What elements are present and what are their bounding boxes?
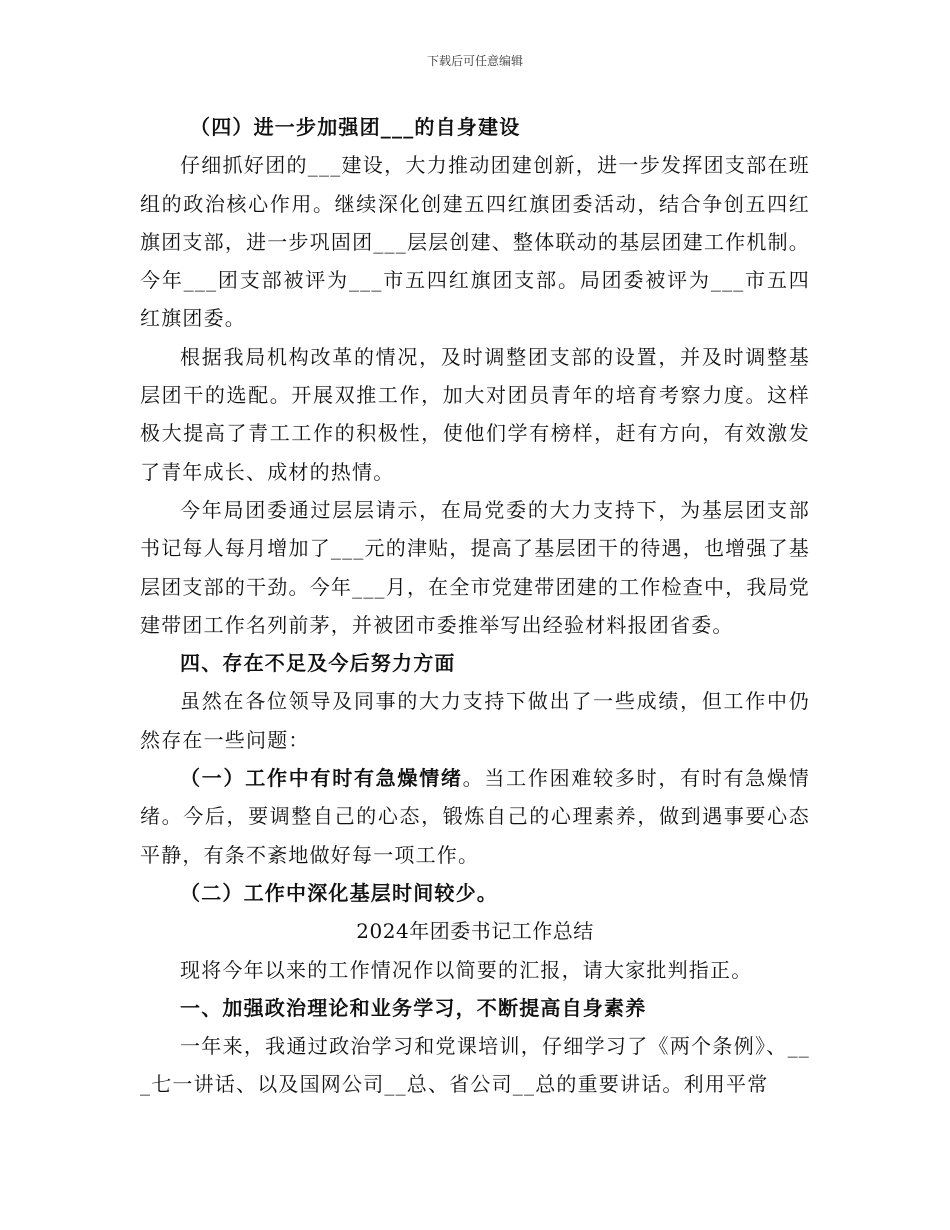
document-title: 2024年团委书记工作总结 <box>356 919 594 944</box>
problem-item-1-text: 。当工作困难较多时，有时有急燥情绪。今后，要调整自己的心态，锻炼自己的心理素养，做到遇事要心态平静，有条不紊地做好每一项工作。 <box>140 766 810 867</box>
paragraph: 仔细抓好团的___建设，大力推动团建创新，进一步发挥团支部在班组的政治核心作用。继续深化创建五四红旗团委活动，结合争创五四红旗团支部，进一步巩固团___层层创建、整体联动的基层团建工作机制。今年___团支部被评为___市五四红旗团支部。局团委被评为___市五四红旗团委。 <box>140 153 810 331</box>
paragraph: 一年来，我通过政治学习和党课培训，仔细学习了《两个条例》、___七一讲话、以及国网公司__总、省公司__总的重要讲话。利用平常 <box>140 1034 810 1097</box>
paragraph: 现将今年以来的工作情况作以简要的汇报，请大家批判指正。 <box>180 957 753 982</box>
document-body <box>140 108 810 1104</box>
problem-item-1-heading: （一）工作中有时有急燥情绪 <box>180 766 463 791</box>
problem-item-2-heading: （二）工作中深化基层时间较少。 <box>180 880 498 905</box>
page-header: 下载后可任意编辑 <box>426 54 523 68</box>
section-heading-iv: 四、存在不足及今后努力方面 <box>180 651 456 676</box>
section-heading-4-4: （四）进一步加强团___的自身建设 <box>190 115 521 139</box>
paragraph: 今年局团委通过层层请示，在局党委的大力支持下，为基层团支部书记每人每月增加了___元的津贴，提高了基层团干的待遇，也增强了基层团支部的干劲。今年___月，在全市党建带团建的工作检查中，我局党建带团工作名列前茅，并被团市委推举写出经验材料报团省委。 <box>140 497 810 637</box>
section-heading-i: 一、加强政治理论和业务学习，不断提高自身素养 <box>180 995 647 1020</box>
paragraph: 虽然在各位领导及同事的大力支持下做出了一些成绩，但工作中仍然存在一些问题： <box>140 689 810 752</box>
problem-item-1 <box>140 759 810 874</box>
paragraph: 根据我局机构改革的情况，及时调整团支部的设置，并及时调整基层团干的选配。开展双推工作，加大对团员青年的培育考察力度。这样极大提高了青工工作的积极性，使他们学有榜样，赶有方向，有效激发了青年成长、成材的热情。 <box>140 344 810 484</box>
